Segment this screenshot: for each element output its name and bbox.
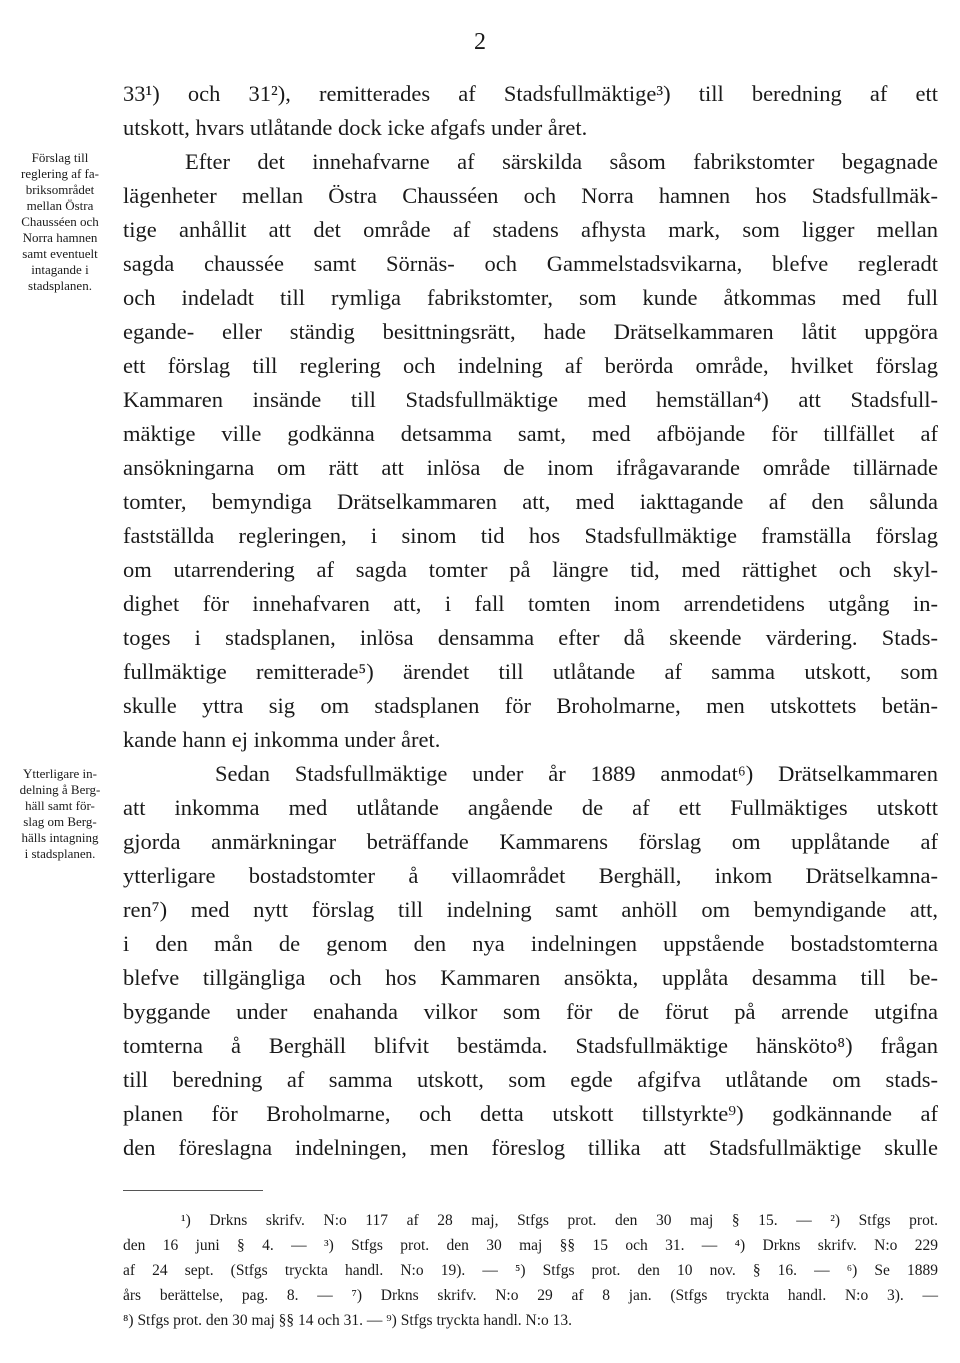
margin-note-line: häll samt för- — [25, 798, 95, 813]
text-line: 33¹) och 31²), remitterades af Stadsfullmäktige³) till beredning af ett — [123, 81, 938, 106]
margin-note-line: delning å Berg- — [19, 782, 101, 797]
text-line: planen för Broholmarne, och detta utskott tillstyrkte⁹) godkännande af — [123, 1101, 938, 1126]
text-line: skulle yttra sig om stadsplanen för Broholmarne, men utskottets betän- — [123, 693, 938, 718]
text-line: blefve tillgängliga och hos Kammaren ansökta, upplåta desamma till be- — [123, 965, 938, 990]
text-line: mäktige ville godkänna detsamma samt, med afböjande för tillfället af — [123, 421, 938, 446]
margin-note-line: Norra hamnen — [22, 230, 98, 245]
footnote-line: års berättelse, pag. 8. — ⁷) Drkns skrifv. N:o 29 af 8 jan. (Stfgs tryckta handl. N:o 3). — — [123, 1287, 938, 1304]
margin-note-line: reglering af fa- — [21, 166, 99, 181]
margin-note-line: slag om Berg- — [23, 814, 97, 829]
text-line: till beredning af samma utskott, som egde afgifva utlåtande om stads- — [123, 1067, 938, 1092]
text-line: att inkomma med utlåtande angående de af ett Fullmäktiges utskott — [123, 795, 938, 820]
text-line: i den mån de genom den nya indelningen uppstående bostadstomterna — [123, 931, 938, 956]
text-line: fastställda regleringen, i sinom tid hos Stadsfullmäktige framställa förslag — [123, 523, 938, 548]
text-line: gjorda anmärkningar beträffande Kammarens förslag om upplåtande af — [123, 829, 938, 854]
margin-note-line: briksområdet — [25, 182, 95, 197]
text-line: den föreslagna indelningen, men föreslog tillika att Stadsfullmäktige skulle — [123, 1135, 938, 1160]
margin-note-line: Chausséen och — [21, 214, 99, 229]
text-line: byggande under enahanda vilkor som för de förut på arrende utgifna — [123, 999, 938, 1024]
text-line: fullmäktige remitterade⁵) ärendet till utlåtande af samma utskott, som — [123, 659, 938, 684]
text-line: tomterna å Berghäll blifvit bestämda. Stadsfullmäktige hänsköto⁸) frågan — [123, 1033, 938, 1058]
footnote-line: ¹) Drkns skrifv. N:o 117 af 28 maj, Stfgs prot. den 30 maj § 15. — ²) Stfgs prot. — [181, 1212, 938, 1229]
page-number: 2 — [474, 29, 486, 55]
margin-note-line: mellan Östra — [26, 198, 94, 213]
text-line: egande- eller ständig besittningsrätt, hade Drätselkammaren låtit uppgöra — [123, 319, 938, 344]
footnote-line: ⁸) Stfgs prot. den 30 maj §§ 14 och 31. — ⁹) Stfgs tryckta handl. N:o 13. — [123, 1312, 573, 1329]
text-line: Sedan Stadsfullmäktige under år 1889 anmodat⁶) Drätselkammaren — [215, 761, 938, 786]
margin-note-berghall — [0, 766, 120, 862]
text-line: lägenheter mellan Östra Chausséen och Norra hamnen hos Stadsfullmäk- — [123, 183, 938, 208]
text-line: ansökningarna om rätt att inlösa de inom ifrågavarande område tillärnade — [123, 455, 938, 480]
text-line: kande hann ej inkomma under året. — [123, 727, 441, 752]
margin-note-line: intagande i — [31, 262, 89, 277]
margin-note-fabriksomradet — [0, 150, 120, 294]
margin-note-line: hälls intagning — [21, 830, 99, 845]
text-line: Kammaren insände till Stadsfullmäktige med hemställan⁴) att Stadsfull- — [123, 387, 938, 412]
margin-note-line: Ytterligare in- — [23, 766, 97, 781]
margin-note-line: stadsplanen. — [28, 278, 92, 293]
margin-note-line: samt eventuelt — [22, 246, 98, 261]
margin-note-line: Förslag till — [31, 150, 89, 165]
text-line: och indeladt till rymliga fabrikstomter, som kunde åtkommas med full — [123, 285, 938, 310]
text-line: sagda chaussée samt Sörnäs- och Gammelstadsvikarna, blefve regleradt — [123, 251, 938, 276]
footnote-line: af 24 sept. (Stfgs tryckta handl. N:o 19). — ⁵) Stfgs prot. den 10 nov. § 16. — ⁶) Se 1889 — [123, 1262, 938, 1279]
text-line: ytterligare bostadstomter å villaområdet Berghäll, inkom Drätselkamna- — [123, 863, 938, 888]
text-line: Efter det innehafvarne af särskilda såsom fabrikstomter begagnade — [185, 149, 938, 174]
text-line: toges i stadsplanen, inlösa densamma efter då skeende värdering. Stads- — [123, 625, 938, 650]
margin-note-line: i stadsplanen. — [24, 846, 96, 861]
text-line: ett förslag till reglering och indelning af berörda område, hvilket förslag — [123, 353, 938, 378]
text-line: tige anhållit att det område af stadens afhysta mark, som ligger mellan — [123, 217, 938, 242]
text-line: utskott, hvars utlåtande dock icke afgafs under året. — [123, 115, 588, 140]
text-line: dighet för innehafvaren att, i fall tomten inom arrendetidens utgång in- — [123, 591, 938, 616]
text-line: tomter, bemyndiga Drätselkammaren att, med iakttagande af den sålunda — [123, 489, 938, 514]
footnote-separator — [123, 1190, 263, 1191]
text-line: om utarrendering af sagda tomter på längre tid, med rättighet och skyl- — [123, 557, 938, 582]
text-line: ren⁷) med nytt förslag till indelning samt anhöll om bemyndigande att, — [123, 897, 938, 922]
footnote-line: den 16 juni § 4. — ³) Stfgs prot. den 30 maj §§ 15 och 31. — ⁴) Drkns skrifv. N:o 229 — [123, 1237, 938, 1254]
